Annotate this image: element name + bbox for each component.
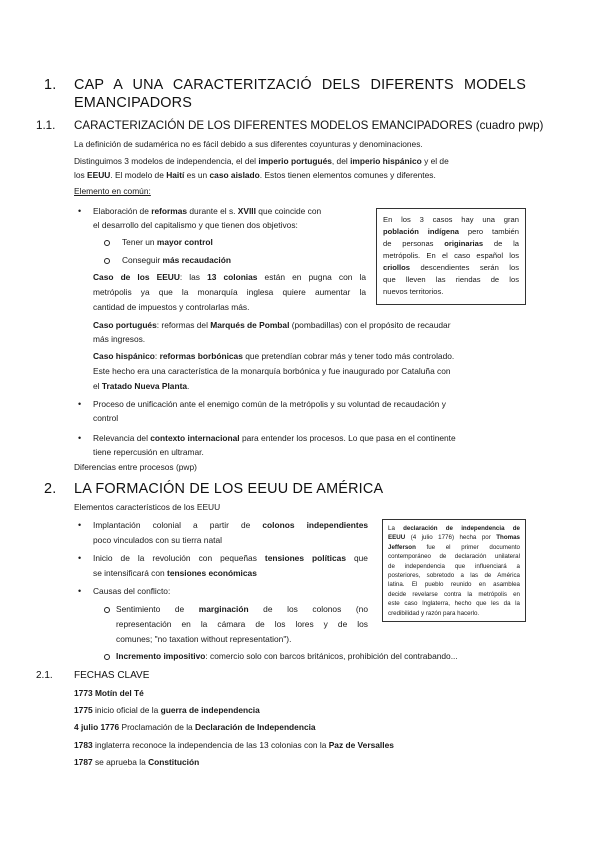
tax-increase-line: Incremento impositivo: comercio solo con barcos británicos, prohibición del contrabando... xyxy=(116,651,458,661)
case-eeuu-line-1: Caso de los EEUU: las 13 colonias están en pugna con la xyxy=(93,272,366,282)
case-portugal-line-2: más ingresos. xyxy=(93,334,146,344)
context-line-2: tiene repercusión en ultramar. xyxy=(93,447,204,457)
box2-line: de independencia que influenciará a xyxy=(388,562,520,570)
date-1783: 1783 inglaterra reconoce la independencia de las 13 colonias con la Paz de Versalles xyxy=(74,740,394,750)
context-line-1: Relevancia del contexto internacional para entender los procesos. Lo que pasa en el continente xyxy=(93,433,456,443)
circle-bullet-icon xyxy=(104,240,110,246)
box2-line: La declaración de independencia de xyxy=(388,525,520,532)
case-eeuu-line-2: metrópolis ya que la monarquía inglesa quiere aumentar la xyxy=(93,287,366,297)
objective-control: Tener un mayor control xyxy=(122,237,213,247)
date-1776: 4 julio 1776 Proclamación de la Declaración de Independencia xyxy=(74,722,316,732)
section-2-number: 2. xyxy=(44,481,57,497)
bullet-icon: • xyxy=(78,586,82,596)
intro-line-2: Distinguimos 3 modelos de independencia, el del imperio portugués, del imperio hispánico y el de xyxy=(74,156,449,166)
case-hispanic-line-1: Caso hispánico: reformas borbónicas que pretendían cobrar más y tener todo más controlado. xyxy=(93,351,455,361)
box1-line: que lleven las riendas de los xyxy=(383,275,519,284)
date-1775: 1775 inicio oficial de la guerra de independencia xyxy=(74,705,260,715)
unification-line-1: Proceso de unificación ante el enemigo común de la metrópolis y su voluntad de recaudación y xyxy=(93,399,446,409)
section-1-number: 1. xyxy=(44,77,57,93)
bullet-icon: • xyxy=(78,399,82,409)
box2-line: credibilidad y razón para hacerlo. xyxy=(388,609,480,617)
section-1-title-line2: EMANCIPADORS xyxy=(74,95,193,111)
section-1-1-number: 1.1. xyxy=(36,119,56,132)
box1-line: de personas originarias de la xyxy=(383,239,519,248)
bullet-icon: • xyxy=(78,520,82,530)
box2-line: Jefferson fue el primer documento xyxy=(388,543,520,551)
eeuu-elements-heading: Elementos característicos de los EEUU xyxy=(74,502,221,512)
colonial-line-2: poco vinculados con su tierra natal xyxy=(93,535,222,545)
note-box-indigenous xyxy=(376,208,526,305)
revolution-line-2: se intensificará con tensiones económicas xyxy=(93,568,257,578)
box1-line: criollos descendientes serán los xyxy=(383,263,519,272)
marginalization-line-2: representación en la cámara de los lores y de los xyxy=(116,619,368,629)
colonial-line-1: Implantación colonial a partir de colonos independientes xyxy=(93,520,369,530)
case-hispanic-line-2: Este hecho era una característica de la monarquía borbónica y fue inaugurado por Cataluña con xyxy=(93,366,451,376)
box2-line: decide revelarse contra la metrópolis en xyxy=(388,590,520,598)
box1-line: metrópolis. En el caso español los xyxy=(383,251,519,260)
circle-bullet-icon xyxy=(104,258,110,264)
box1-line: nuevos territorios. xyxy=(383,287,444,296)
case-eeuu-line-3: cantidad de impuestos y controlarlas más. xyxy=(93,302,250,312)
bullet-icon: • xyxy=(78,433,82,443)
section-2-1-title: FECHAS CLAVE xyxy=(74,670,150,681)
box2-line: EEUU (4 julio 1776) hecha por Thomas xyxy=(388,534,520,542)
unification-line-2: control xyxy=(93,413,119,423)
reforms-line-1: Elaboración de reformas durante el s. XVIII que coincide con xyxy=(93,206,322,216)
box1-line: población indígena pero también xyxy=(383,227,519,236)
marginalization-line-1: Sentimiento de marginación de los colonos (no xyxy=(116,604,368,614)
revolution-line-1: Inicio de la revolución con pequeñas tensiones políticas que xyxy=(93,553,368,563)
box1-line: En los 3 casos hay una gran xyxy=(383,215,519,224)
objective-revenue: Conseguir más recaudación xyxy=(122,255,231,265)
date-1787: 1787 se aprueba la Constitución xyxy=(74,757,200,767)
box2-line: posteriores, sobretodo a las de América xyxy=(388,572,520,580)
reforms-line-2: el desarrollo del capitalismo y que tienen dos objetivos: xyxy=(93,220,298,230)
section-2-1-number: 2.1. xyxy=(36,670,53,681)
circle-bullet-icon xyxy=(104,607,110,613)
date-1773: 1773 Motín del Té xyxy=(74,688,144,698)
case-hispanic-line-3: el Tratado Nueva Planta. xyxy=(93,381,190,391)
circle-bullet-icon xyxy=(104,654,110,660)
causes-line: Causas del conflicto: xyxy=(93,586,171,596)
section-2-title: LA FORMACIÓN DE LOS EEUU DE AMÉRICA xyxy=(74,481,384,497)
box2-line: contemporáneo de declaración unilateral xyxy=(388,553,520,561)
common-element-heading: Elemento en común: xyxy=(74,186,151,196)
differences-line: Diferencias entre procesos (pwp) xyxy=(74,462,197,472)
intro-line-3: los EEUU. El modelo de Haití es un caso aislado. Estos tienen elementos comunes y diferentes. xyxy=(74,170,436,180)
box2-line: latina. El pueblo reunido en asamblea xyxy=(388,581,520,589)
section-1-1-title: CARACTERIZACIÓN DE LOS DIFERENTES MODELOS EMANCIPADORES (cuadro pwp) xyxy=(74,119,544,132)
bullet-icon: • xyxy=(78,206,82,216)
case-portugal-line-1: Caso portugués: reformas del Marqués de Pombal (pombadillas) con el propósito de recaudar xyxy=(93,320,451,330)
note-box-declaration xyxy=(382,519,526,622)
section-1-title-line1: CAP A UNA CARACTERITZACIÓ DELS DIFERENTS MODELS xyxy=(74,77,526,93)
box2-line: este caso Inglaterra, hecho que les da la xyxy=(388,600,520,608)
bullet-icon: • xyxy=(78,553,82,563)
marginalization-line-3: comunes; "no taxation without representation"). xyxy=(116,634,292,644)
intro-line-1: La definición de sudamérica no es fácil debido a sus diferentes coyunturas y denominaciones. xyxy=(74,139,423,149)
